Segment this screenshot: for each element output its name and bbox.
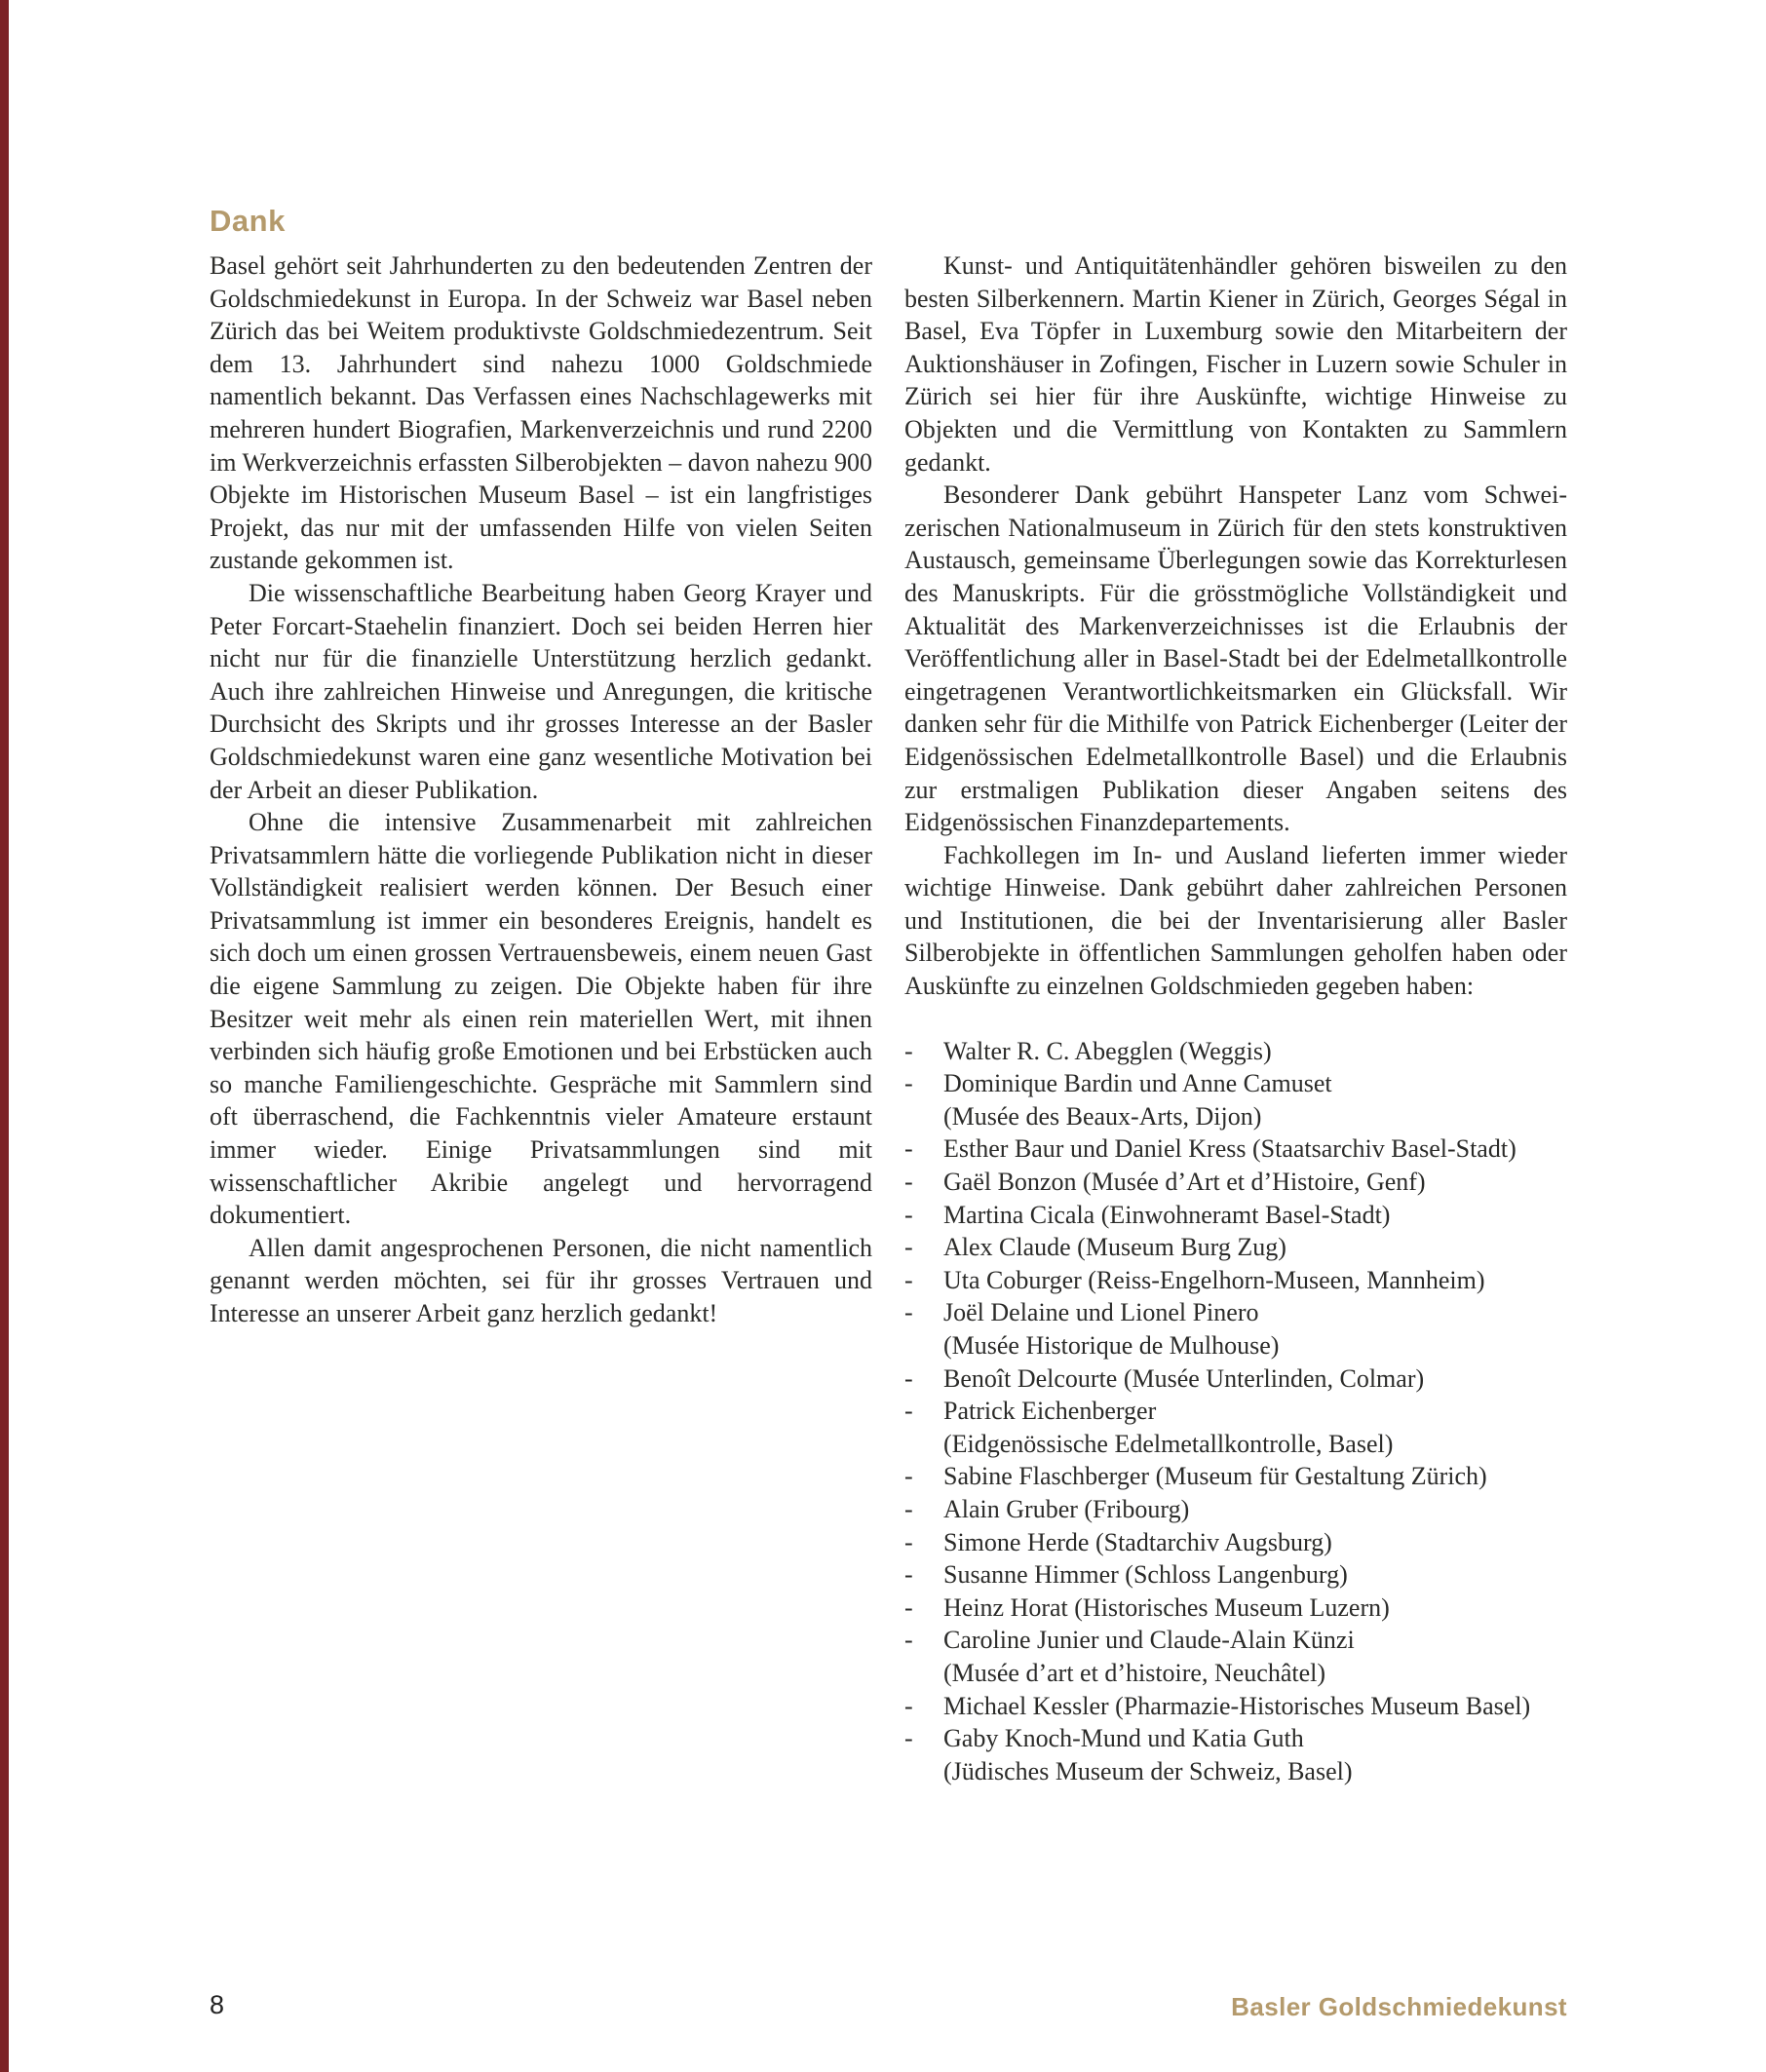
list-item-institution: (Musée Historique de Mulhouse) bbox=[943, 1331, 1280, 1360]
acknowledgement-list bbox=[904, 1035, 1567, 1788]
list-item-name: Uta Coburger (Reiss-Engelhorn-Museen, Mannheim) bbox=[943, 1265, 1485, 1294]
dash-bullet: - bbox=[904, 1298, 913, 1327]
dash-bullet: - bbox=[904, 1134, 913, 1164]
list-item-institution: (Jüdisches Museum der Schweiz, Basel) bbox=[943, 1756, 1353, 1785]
list-item bbox=[904, 1592, 1567, 1625]
list-item-name: Walter R. C. Abegglen (Weggis) bbox=[943, 1036, 1272, 1065]
list-item-name: Gaël Bonzon (Musée d’Art et d’Histoire, Genf) bbox=[943, 1168, 1426, 1197]
list-item-name: Sabine Flaschberger (Museum für Gestaltung Zürich) bbox=[943, 1462, 1487, 1491]
dash-bullet: - bbox=[904, 1265, 913, 1294]
dash-bullet: - bbox=[904, 1626, 913, 1655]
paragraph: Allen damit angesprochenen Personen, die nicht namentlich genannt werden möchten, sei für ihr grosses Vertrauen und Interesse an unserer Arbeit ganz herzlich gedankt! bbox=[210, 1233, 872, 1327]
list-item-institution: (Musée d’art et d’histoire, Neuchâtel) bbox=[943, 1658, 1326, 1687]
dash-bullet: - bbox=[904, 1691, 913, 1720]
list-item bbox=[904, 1395, 1567, 1460]
list-item-name: Benoît Delcourte (Musée Unterlinden, Colmar) bbox=[943, 1363, 1425, 1393]
dash-bullet: - bbox=[904, 1233, 913, 1262]
dash-bullet: - bbox=[904, 1069, 913, 1098]
list-item bbox=[904, 1166, 1567, 1199]
list-item bbox=[904, 1690, 1567, 1723]
dash-bullet: - bbox=[904, 1397, 913, 1426]
list-item bbox=[904, 1722, 1567, 1787]
page-number: 8 bbox=[210, 1990, 225, 2019]
list-item bbox=[904, 1199, 1567, 1232]
list-item-name: Joël Delaine und Lionel Pinero bbox=[943, 1298, 1259, 1327]
list-item bbox=[904, 1493, 1567, 1526]
right-column-paragraphs bbox=[904, 249, 1567, 1003]
list-item bbox=[904, 1460, 1567, 1493]
list-item-name: Simone Herde (Stadtarchiv Augsburg) bbox=[943, 1527, 1332, 1556]
list-item-name: Alex Claude (Museum Burg Zug) bbox=[943, 1233, 1286, 1262]
list-item-name: Michael Kessler (Pharmazie-Historisches Museum Basel) bbox=[943, 1691, 1531, 1720]
list-item-institution: (Musée des Beaux-Arts, Dijon) bbox=[943, 1101, 1262, 1131]
list-item bbox=[904, 1132, 1567, 1166]
list-item-name: Heinz Horat (Historisches Museum Luzern) bbox=[943, 1592, 1390, 1622]
page-title: Dank bbox=[210, 203, 286, 238]
list-item-name: Dominique Bardin und Anne Camuset bbox=[943, 1069, 1332, 1098]
paragraph: Kunst- und Antiquitätenhändler gehören bisweilen zu den besten Silberkennern. Martin Kiener in Zürich, Georges Ségal in Basel, Eva Töpfer in Luxemburg sowie den Mitarbeitern der Auktionshäuser in Zofingen, Fischer in Luzern sowie Schuler in Zürich sei hier für ihre Auskünfte, wichtige Hinweise zu Objekten und die Vermittlung von Kontakten zu Sammlern gedankt. bbox=[904, 251, 1567, 477]
list-item-name: Caroline Junier und Claude-Alain Künzi bbox=[943, 1626, 1355, 1655]
list-item bbox=[904, 1067, 1567, 1132]
dash-bullet: - bbox=[904, 1168, 913, 1197]
paragraph: Die wissenschaftliche Bearbeitung haben Georg Krayer und Peter Forcart-Staehelin finanziert. Doch sei beiden Herren hier nicht nur für die finanzielle Unterstützung herzlich gedankt. Auch ihre zahlreichen Hinweise und Anregungen, die kritische Durchsicht des Skripts und ihr grosses Interesse an der Basler Goldschmiedekunst waren eine ganz wesentliche Motivation bei der Arbeit an dieser Publikation. bbox=[210, 578, 872, 804]
list-item bbox=[904, 1624, 1567, 1689]
paragraph: Basel gehört seit Jahrhunderten zu den bedeutenden Zentren der Goldschmiedekunst in Europa. In der Schweiz war Basel neben Zürich das bei Weitem produktivste Goldschmiedezentrum. Seit dem 13. Jahrhundert sind nahezu 1000 Goldschmiede namentlich bekannt. Das Verfassen eines Nachschlagewerks mit mehreren hundert Biografien, Markenverzeichnis und rund 2200 im Werkverzeichnis erfassten Silberobjekten – davon nahezu 900 Objekte im Historischen Museum Basel – ist ein langfristiges Projekt, das nur mit der umfassenden Hilfe von vielen Seiten zustande gekommen ist. bbox=[210, 251, 872, 575]
list-item-name: Esther Baur und Daniel Kress (Staatsarchiv Basel-Stadt) bbox=[943, 1134, 1516, 1164]
list-item-name: Alain Gruber (Fribourg) bbox=[943, 1494, 1190, 1523]
list-item bbox=[904, 1296, 1567, 1362]
list-item bbox=[904, 1526, 1567, 1559]
list-item bbox=[904, 1035, 1567, 1068]
list-item bbox=[904, 1264, 1567, 1297]
paragraph: Fachkollegen im In- und Ausland lieferten immer wieder wichtige Hinweise. Dank gebührt daher zahlreichen Personen und Institutionen, die bei der Inventarisierung aller Basler Silberobjekte in öffentlichen Sammlungen geholfen haben oder Auskünfte zu einzelnen Goldschmieden gegeben haben: bbox=[904, 840, 1567, 1001]
dash-bullet: - bbox=[904, 1494, 913, 1523]
list-item-name: Gaby Knoch-Mund und Katia Guth bbox=[943, 1724, 1304, 1753]
right-column bbox=[904, 249, 1567, 1787]
dash-bullet: - bbox=[904, 1462, 913, 1491]
running-footer-book-title: Basler Goldschmiedekunst bbox=[1231, 1992, 1567, 2021]
dash-bullet: - bbox=[904, 1724, 913, 1753]
list-item bbox=[904, 1362, 1567, 1396]
list-item-name: Patrick Eichenberger bbox=[943, 1397, 1157, 1426]
list-item-institution: (Eidgenössische Edelmetallkontrolle, Basel) bbox=[943, 1429, 1394, 1458]
list-item-name: Martina Cicala (Einwohneramt Basel-Stadt) bbox=[943, 1200, 1391, 1229]
left-column bbox=[210, 249, 872, 1787]
text-columns bbox=[210, 249, 1567, 1787]
dash-bullet: - bbox=[904, 1036, 913, 1065]
dash-bullet: - bbox=[904, 1200, 913, 1229]
list-item bbox=[904, 1558, 1567, 1592]
dash-bullet: - bbox=[904, 1560, 913, 1590]
dash-bullet: - bbox=[904, 1363, 913, 1393]
dash-bullet: - bbox=[904, 1527, 913, 1556]
page-edge-color-bar bbox=[0, 0, 9, 2072]
list-item bbox=[904, 1231, 1567, 1264]
paragraph: Ohne die intensive Zusammenarbeit mit zahlreichen Privatsammlern hätte die vorliegende Publikation nicht in dieser Vollständigkeit realisiert werden können. Der Besuch einer Privatsammlung ist immer ein besonderes Ereignis, handelt es sich doch um einen grossen Vertrauensbeweis, einem neuen Gast die eigene Sammlung zu zeigen. Die Objekte haben für ihre Besitzer weit mehr als einen rein materiellen Wert, mit ihnen verbinden sich häufig große Emotionen und bei Erbstücken auch so manche Familiengeschichte. Gespräche mit Sammlern sind oft überraschend, die Fachkenntnis vieler Amateure erstaunt immer wieder. Einige Privatsammlungen sind mit wissenschaftlicher Akribie angelegt und hervorragend dokumentiert. bbox=[210, 808, 872, 1230]
paragraph: Besonderer Dank gebührt Hanspeter Lanz vom Schweizerischen Nationalmuseum in Zürich für den stets konstruktiven Austausch, gemeinsame Überlegungen sowie das Korrekturlesen des Manuskripts. Für die grösstmögliche Vollständigkeit und Aktualität des Markenverzeichnisses ist die Erlaubnis der Veröffentlichung aller in Basel-Stadt bei der Edelmetallkontrolle eingetragenen Verantwortlichkeitsmarken ein Glücksfall. Wir danken sehr für die Mithilfe von Patrick Eichenberger (Leiter der Eidgenössischen Edelmetallkontrolle Basel) und die Erlaubnis zur erstmaligen Publikation dieser Angaben seitens des Eidgenössischen Finanzdepartements. bbox=[904, 480, 1567, 837]
list-item-name: Susanne Himmer (Schloss Langenburg) bbox=[943, 1560, 1348, 1590]
dash-bullet: - bbox=[904, 1592, 913, 1622]
